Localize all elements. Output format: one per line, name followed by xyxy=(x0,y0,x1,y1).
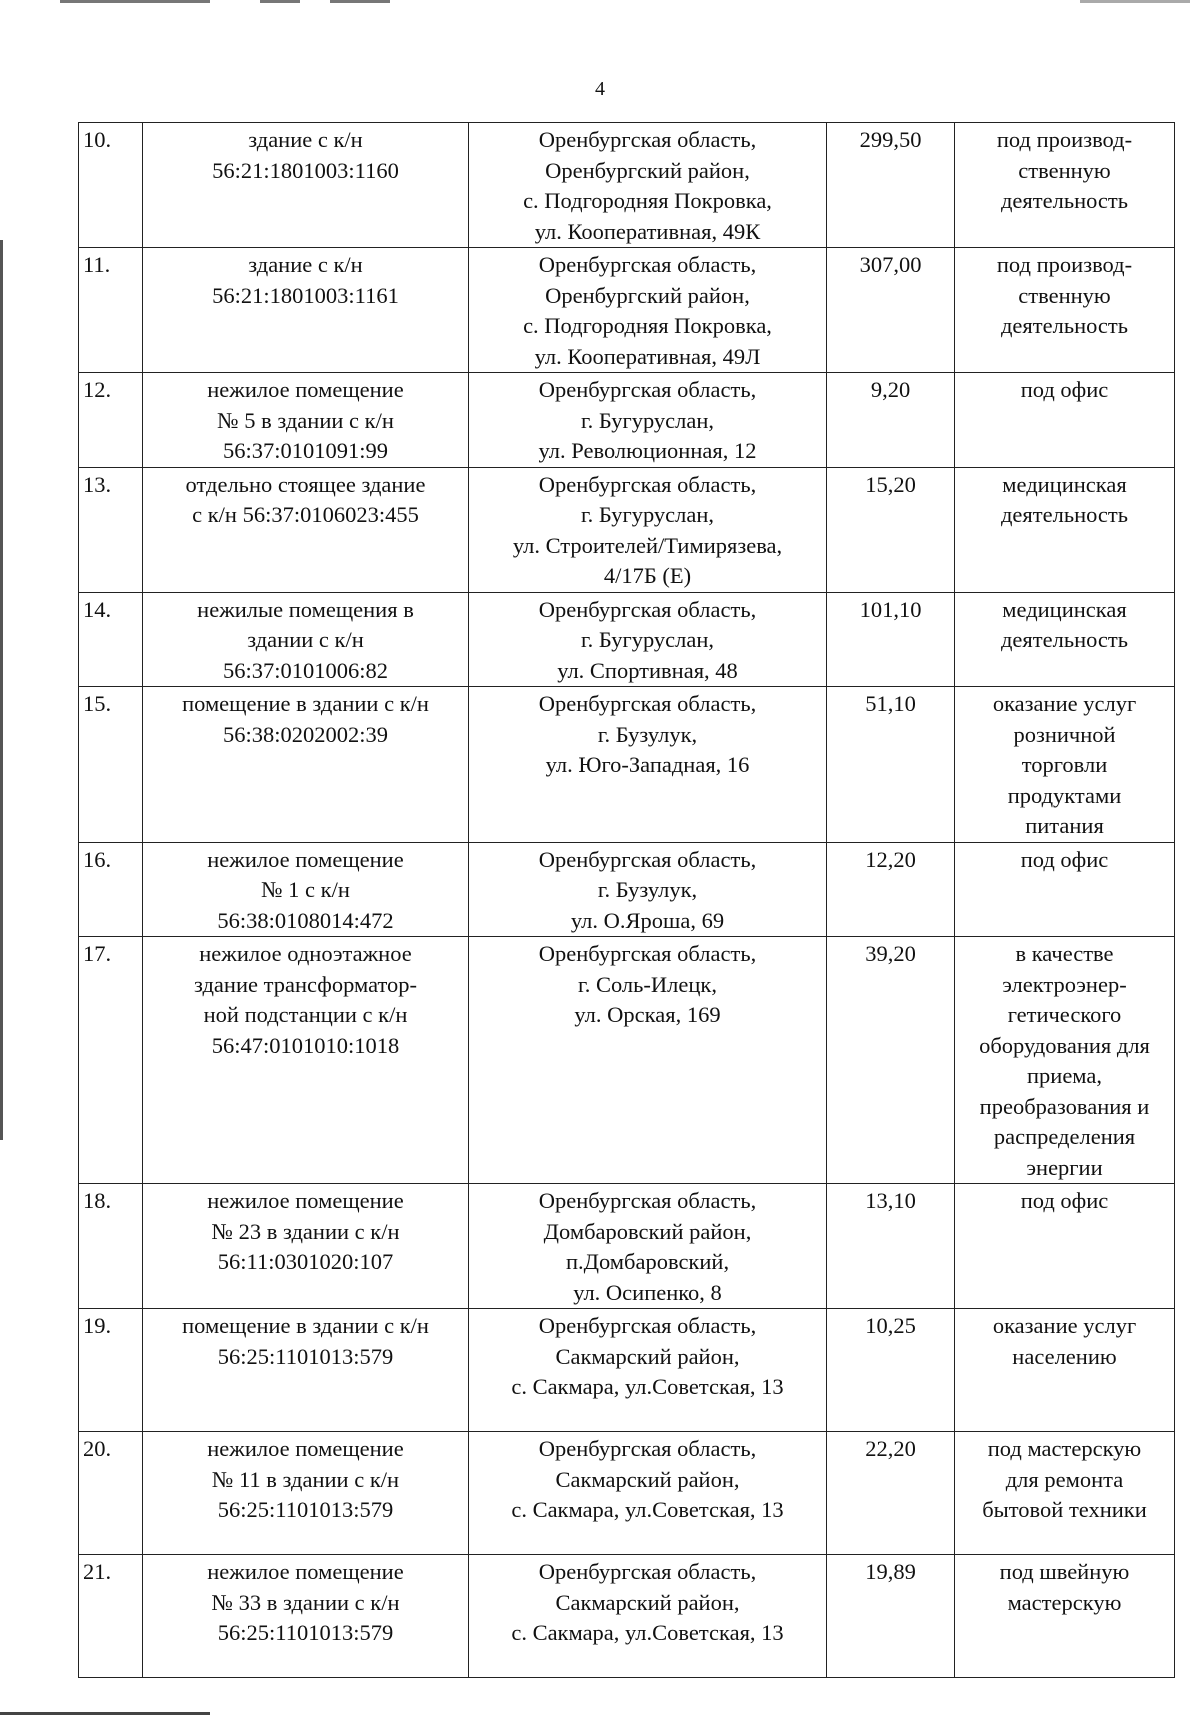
area-cell: 39,20 xyxy=(827,937,955,1184)
property-table xyxy=(78,122,1175,1678)
object-cell-line: здании с к/н xyxy=(247,627,364,652)
object-cell-line: № 23 в здании с к/н xyxy=(211,1218,400,1244)
object-cell xyxy=(143,248,469,373)
address-cell-line: Оренбургская область, xyxy=(538,252,757,277)
address-cell xyxy=(469,373,827,468)
object-cell-line: нежилое помещение xyxy=(207,846,404,872)
usage-cell-line: оказание услуг xyxy=(992,691,1137,716)
table-row xyxy=(79,937,1175,1184)
usage-cell xyxy=(955,592,1175,687)
object-cell-line: 56:11:0301020:107 xyxy=(217,1249,394,1274)
usage-cell-line: розничной xyxy=(1013,721,1116,747)
usage-cell xyxy=(955,687,1175,843)
address-cell xyxy=(469,937,827,1184)
object-cell-line: 56:38:0108014:472 xyxy=(217,907,394,933)
object-cell-line: помещение в здании с к/н xyxy=(182,1313,429,1338)
address-cell-line: Оренбургская область, xyxy=(538,1188,757,1213)
usage-cell xyxy=(955,123,1175,248)
table-row xyxy=(79,592,1175,687)
address-cell-line: Оренбургская область, xyxy=(538,691,757,716)
usage-cell-line: для ремонта xyxy=(1005,1466,1124,1492)
object-cell xyxy=(143,687,469,843)
object-cell xyxy=(143,373,469,468)
area-cell: 299,50 xyxy=(827,123,955,248)
usage-cell-line: под производ- xyxy=(996,252,1133,277)
usage-cell-line: деятельность xyxy=(1000,313,1129,338)
object-cell-line: здание с к/н xyxy=(248,252,363,277)
object-cell-line: нежилое помещение xyxy=(207,377,404,402)
object-cell-line: с к/н 56:37:0106023:455 xyxy=(192,502,419,527)
table-row xyxy=(79,248,1175,373)
row-number-cell: 14. xyxy=(79,592,143,687)
usage-cell xyxy=(955,467,1175,592)
usage-cell-line: под мастерскую xyxy=(987,1436,1142,1461)
usage-cell xyxy=(955,373,1175,468)
object-cell-line: 56:21:1801003:1161 xyxy=(212,282,399,308)
object-cell xyxy=(143,123,469,248)
usage-cell-line: электроэнер- xyxy=(1002,971,1127,997)
address-cell-line: Оренбургская область, xyxy=(538,941,757,966)
object-cell xyxy=(143,592,469,687)
usage-cell xyxy=(955,1184,1175,1309)
object-cell-line: 56:37:0101006:82 xyxy=(222,657,388,683)
address-cell xyxy=(469,467,827,592)
table-row xyxy=(79,373,1175,468)
table-row xyxy=(79,123,1175,248)
address-cell-line: п.Домбаровский, xyxy=(565,1249,730,1274)
table-row xyxy=(79,1309,1175,1432)
usage-cell-line: под офис xyxy=(1020,377,1109,402)
address-cell-line: Оренбургский район, xyxy=(545,282,750,308)
usage-cell-line: оборудования для xyxy=(979,1032,1150,1058)
address-cell-line: Оренбургский район, xyxy=(545,157,750,183)
usage-cell xyxy=(955,937,1175,1184)
usage-cell-line: распределения xyxy=(993,1124,1136,1149)
address-cell-line: Сакмарский район, xyxy=(555,1589,740,1615)
address-cell-line: Оренбургская область, xyxy=(538,377,757,402)
area-cell: 9,20 xyxy=(827,373,955,468)
usage-cell-line: преобразования и xyxy=(979,1093,1150,1119)
object-cell-line: № 33 в здании с к/н xyxy=(211,1589,400,1615)
area-cell: 10,25 xyxy=(827,1309,955,1432)
table-body xyxy=(79,123,1175,1678)
scan-artifact-left-edge xyxy=(0,240,3,1140)
area-cell: 12,20 xyxy=(827,842,955,937)
area-cell: 15,20 xyxy=(827,467,955,592)
address-cell-line: Оренбургская область, xyxy=(538,596,757,622)
address-cell-line: Оренбургская область, xyxy=(538,1313,757,1338)
object-cell-line: 56:25:1101013:579 xyxy=(217,1620,394,1645)
address-cell-line: ул. Юго-Западная, 16 xyxy=(545,752,750,777)
address-cell xyxy=(469,592,827,687)
address-cell-line: с. Подгородняя Покровка, xyxy=(523,313,772,338)
usage-cell-line: под офис xyxy=(1020,846,1109,872)
object-cell-line: 56:38:0202002:39 xyxy=(222,721,388,747)
address-cell xyxy=(469,687,827,843)
usage-cell-line: деятельность xyxy=(1000,627,1129,652)
object-cell-line: нежилые помещения в xyxy=(197,596,414,622)
usage-cell-line: ственную xyxy=(1018,282,1111,308)
object-cell xyxy=(143,1184,469,1309)
object-cell-line: № 5 в здании с к/н xyxy=(217,407,394,433)
address-cell-line: Домбаровский район, xyxy=(543,1218,752,1244)
area-cell: 19,89 xyxy=(827,1555,955,1678)
object-cell-line: здание с к/н xyxy=(248,127,363,152)
usage-cell-line: гетического xyxy=(1007,1002,1122,1027)
usage-cell-line: под швейную xyxy=(999,1559,1130,1584)
address-cell-line: Сакмарский район, xyxy=(555,1343,740,1369)
row-number-cell: 13. xyxy=(79,467,143,592)
address-cell-line: ул. Кооперативная, 49Л xyxy=(534,343,761,369)
address-cell-line: с. Сакмара, ул.Советская, 13 xyxy=(511,1620,784,1645)
row-number-cell: 15. xyxy=(79,687,143,843)
table-row xyxy=(79,687,1175,843)
object-cell xyxy=(143,842,469,937)
table-row xyxy=(79,842,1175,937)
address-cell xyxy=(469,842,827,937)
usage-cell-line: приема, xyxy=(1026,1063,1102,1088)
object-cell-line: ной подстанции с к/н xyxy=(203,1002,408,1027)
area-cell: 13,10 xyxy=(827,1184,955,1309)
address-cell-line: ул. Революционная, 12 xyxy=(538,438,757,463)
row-number-cell: 20. xyxy=(79,1432,143,1555)
object-cell xyxy=(143,1555,469,1678)
usage-cell-line: медицинская xyxy=(1002,471,1127,497)
row-number-cell: 11. xyxy=(79,248,143,373)
usage-cell-line: питания xyxy=(1025,813,1104,838)
address-cell-line: г. Бузулук, xyxy=(597,721,698,747)
address-cell-line: Сакмарский район, xyxy=(555,1466,740,1492)
address-cell-line: г. Бугуруслан, xyxy=(580,627,715,652)
address-cell-line: с. Сакмара, ул.Советская, 13 xyxy=(511,1374,784,1399)
scan-artifact-top xyxy=(0,0,1200,5)
row-number-cell: 12. xyxy=(79,373,143,468)
row-number-cell: 18. xyxy=(79,1184,143,1309)
usage-cell-line: бытовой техники xyxy=(982,1497,1147,1522)
address-cell xyxy=(469,248,827,373)
area-cell: 101,10 xyxy=(827,592,955,687)
address-cell-line: ул. Кооперативная, 49К xyxy=(534,218,761,244)
object-cell-line: 56:25:1101013:579 xyxy=(217,1497,394,1522)
usage-cell-line: под производ- xyxy=(996,127,1133,152)
address-cell-line: г. Бугуруслан, xyxy=(580,502,715,527)
table-row xyxy=(79,1432,1175,1555)
address-cell-line: с. Подгородняя Покровка, xyxy=(523,188,772,213)
row-number-cell: 16. xyxy=(79,842,143,937)
address-cell-line: ул. Спортивная, 48 xyxy=(557,657,738,683)
address-cell-line: Оренбургская область, xyxy=(538,1436,757,1461)
object-cell-line: 56:25:1101013:579 xyxy=(217,1343,394,1369)
address-cell-line: ул. О.Яроша, 69 xyxy=(570,907,725,933)
object-cell xyxy=(143,1432,469,1555)
usage-cell xyxy=(955,1432,1175,1555)
address-cell-line: с. Сакмара, ул.Советская, 13 xyxy=(511,1497,784,1522)
usage-cell-line: оказание услуг xyxy=(992,1313,1137,1338)
row-number-cell: 10. xyxy=(79,123,143,248)
usage-cell xyxy=(955,1555,1175,1678)
usage-cell xyxy=(955,248,1175,373)
usage-cell-line: в качестве xyxy=(1015,941,1114,966)
address-cell-line: Оренбургская область, xyxy=(538,127,757,152)
address-cell xyxy=(469,1555,827,1678)
address-cell-line: ул. Орская, 169 xyxy=(574,1002,721,1027)
address-cell-line: Оренбургская область, xyxy=(538,1559,757,1584)
object-cell-line: нежилое помещение xyxy=(207,1559,404,1584)
row-number-cell: 17. xyxy=(79,937,143,1184)
usage-cell-line: мастерскую xyxy=(1007,1589,1122,1615)
address-cell xyxy=(469,1432,827,1555)
area-cell: 22,20 xyxy=(827,1432,955,1555)
area-cell: 307,00 xyxy=(827,248,955,373)
object-cell-line: помещение в здании с к/н xyxy=(182,691,429,716)
row-number-cell: 21. xyxy=(79,1555,143,1678)
object-cell-line: нежилое одноэтажное xyxy=(199,941,412,966)
address-cell-line: Оренбургская область, xyxy=(538,471,757,497)
address-cell-line: г. Бузулук, xyxy=(597,877,698,902)
object-cell-line: 56:47:0101010:1018 xyxy=(211,1032,400,1058)
address-cell-line: г. Бугуруслан, xyxy=(580,407,715,433)
address-cell-line: г. Соль-Илецк, xyxy=(578,971,717,997)
address-cell xyxy=(469,1184,827,1309)
object-cell-line: 56:21:1801003:1160 xyxy=(212,157,399,183)
address-cell-line: ул. Строителей/Тимирязева, xyxy=(512,532,783,558)
table-row xyxy=(79,1184,1175,1309)
object-cell-line: № 11 в здании с к/н xyxy=(211,1466,400,1492)
object-cell-line: № 1 с к/н xyxy=(261,877,350,902)
usage-cell-line: энергии xyxy=(1026,1154,1103,1180)
usage-cell-line: продуктами xyxy=(1007,782,1122,808)
usage-cell-line: под офис xyxy=(1020,1188,1109,1213)
address-cell-line: Оренбургская область, xyxy=(538,846,757,872)
page-number: 4 xyxy=(595,78,605,100)
usage-cell xyxy=(955,1309,1175,1432)
row-number-cell: 19. xyxy=(79,1309,143,1432)
usage-cell-line: деятельность xyxy=(1000,502,1129,527)
address-cell xyxy=(469,123,827,248)
table-row xyxy=(79,1555,1175,1678)
usage-cell-line: торговли xyxy=(1021,752,1108,777)
address-cell xyxy=(469,1309,827,1432)
usage-cell-line: деятельность xyxy=(1000,188,1129,213)
object-cell xyxy=(143,467,469,592)
object-cell-line: отдельно стоящее здание xyxy=(185,471,426,497)
table-row xyxy=(79,467,1175,592)
object-cell-line: здание трансформатор- xyxy=(193,971,417,997)
usage-cell-line: ственную xyxy=(1018,157,1111,183)
area-cell: 51,10 xyxy=(827,687,955,843)
address-cell-line: 4/17Б (Е) xyxy=(603,563,692,588)
address-cell-line: ул. Осипенко, 8 xyxy=(573,1279,722,1305)
usage-cell-line: медицинская xyxy=(1002,596,1127,622)
usage-cell xyxy=(955,842,1175,937)
object-cell xyxy=(143,937,469,1184)
object-cell xyxy=(143,1309,469,1432)
object-cell-line: нежилое помещение xyxy=(207,1188,404,1213)
usage-cell-line: населению xyxy=(1012,1343,1117,1369)
object-cell-line: нежилое помещение xyxy=(207,1436,404,1461)
scan-artifact-bottom-edge xyxy=(0,1712,210,1715)
object-cell-line: 56:37:0101091:99 xyxy=(222,438,388,463)
